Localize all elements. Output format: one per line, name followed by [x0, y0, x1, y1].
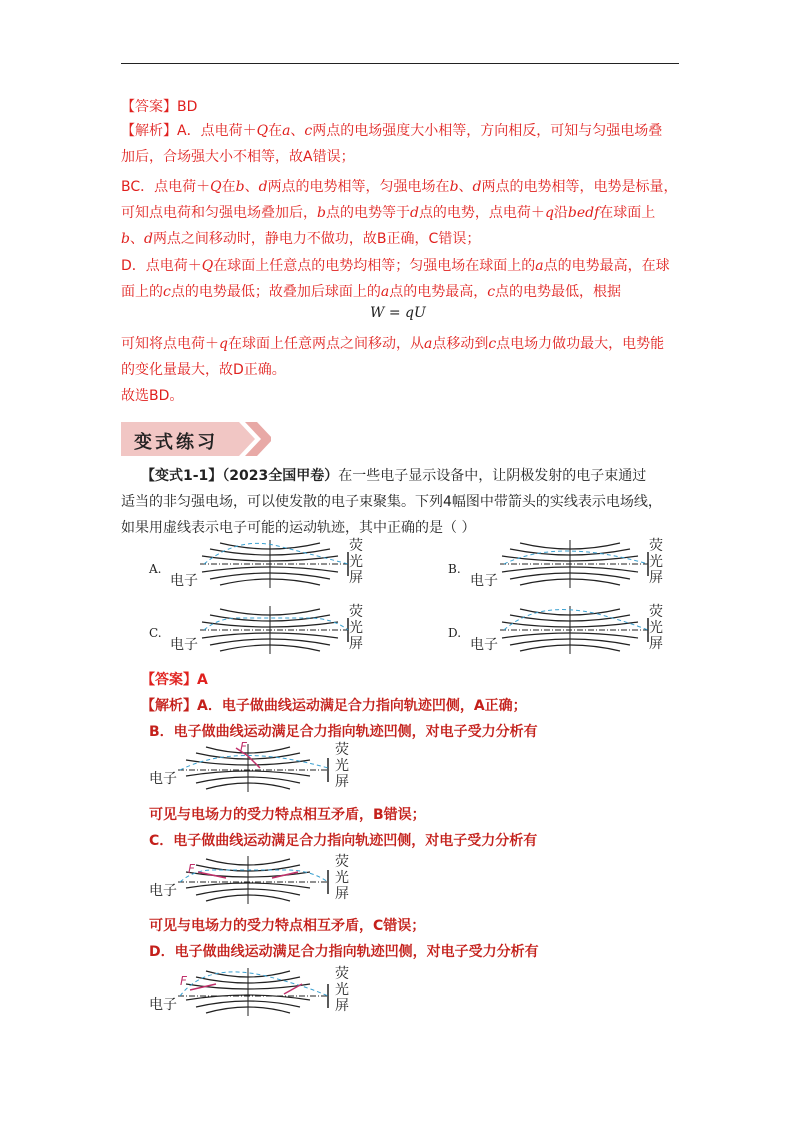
option-c-field-diagram: [198, 604, 358, 656]
question-line-2: 适当的非匀强电场，可以使发散的电子束聚集。下列4幅图中带箭头的实线表示电场线，: [121, 494, 662, 510]
force-fig-3-diagram: [176, 966, 336, 1018]
option-d-letter: D.: [448, 626, 462, 640]
option-c-screen-label: 荧 光 屏: [349, 604, 363, 652]
analysis-1-line-1: 【解析】A．点电荷＋Q在a、c两点的电场强度大小相等，方向相反，可知与匀强电场叠: [121, 123, 663, 139]
question-line-3: 如果用虚线表示电子可能的运动轨迹，其中正确的是（ ）: [121, 520, 476, 536]
option-b-screen-label: 荧 光 屏: [649, 538, 663, 586]
analysis-2-line-3: 可见与电场力的受力特点相互矛盾，B错误；: [149, 807, 426, 823]
answer-line-1: 【答案】BD: [121, 99, 198, 115]
option-b-letter: B.: [448, 562, 461, 576]
section-banner-title: 变式练习: [134, 432, 218, 453]
option-a-letter: A.: [149, 562, 162, 576]
force-fig-1-force-label: F: [240, 740, 247, 754]
analysis-1-line-6: D．点电荷＋Q在球面上任意点的电势均相等；匀强电场在球面上的a点的电势最高，在球: [121, 258, 670, 274]
top-rule: [121, 63, 679, 64]
option-a-field-diagram: [198, 538, 358, 590]
analysis-1-line-4: 可知点电荷和匀强电场叠加后，b点的电势等于d点的电势，点电荷＋q沿bedf在球面上: [121, 205, 656, 221]
force-fig-2-electron-label: 电子: [149, 883, 177, 899]
force-fig-3-force-label: F: [180, 974, 187, 988]
option-c-electron-label: 电子: [170, 637, 198, 653]
force-fig-2-screen-label: 荧 光 屏: [335, 854, 349, 902]
option-b-field-diagram: [498, 538, 658, 590]
analysis-2-line-1: 【解析】A．电子做曲线运动满足合力指向轨迹凹侧，A正确；: [141, 698, 527, 714]
formula-w-equals-qu: W = qU: [370, 305, 426, 321]
option-c-letter: C.: [149, 626, 162, 640]
analysis-1-line-2: 加后，合场强大小不相等，故A错误；: [121, 149, 355, 165]
force-fig-3-electron-label: 电子: [149, 997, 177, 1013]
analysis-2-line-2: B．电子做曲线运动满足合力指向轨迹凹侧，对电子受力分析有: [149, 724, 538, 740]
option-d-electron-label: 电子: [470, 637, 498, 653]
force-fig-2-force-label: F: [188, 862, 195, 876]
force-fig-3-screen-label: 荧 光 屏: [335, 966, 349, 1014]
question-line-1: 【变式1-1】（2023全国甲卷）在一些电子显示设备中，让阴极发射的电子束通过: [141, 468, 647, 484]
option-d-screen-label: 荧 光 屏: [649, 604, 663, 652]
analysis-2-line-5: 可见与电场力的受力特点相互矛盾，C错误；: [149, 918, 426, 934]
force-fig-2-diagram: [176, 854, 336, 906]
answer-line-2: 【答案】A: [141, 672, 208, 688]
force-fig-1-diagram: [176, 742, 336, 794]
force-fig-1-screen-label: 荧 光 屏: [335, 742, 349, 790]
analysis-1-line-3: BC．点电荷＋Q在b、d两点的电势相等，匀强电场在b、d两点的电势相等，电势是标量，: [121, 179, 678, 195]
analysis-2-line-4: C．电子做曲线运动满足合力指向轨迹凹侧，对电子受力分析有: [149, 833, 538, 849]
analysis-2-line-6: D．电子做曲线运动满足合力指向轨迹凹侧，对电子受力分析有: [149, 944, 539, 960]
analysis-1-line-5: b、d两点之间移动时，静电力不做功，故B正确，C错误；: [121, 231, 481, 247]
option-d-field-diagram: [498, 604, 658, 656]
option-a-electron-label: 电子: [170, 573, 198, 589]
analysis-1-line-8: 可知将点电荷＋q在球面上任意两点之间移动，从a点移动到c点电场力做功最大，电势能: [121, 336, 665, 352]
analysis-1-line-10: 故选BD。: [121, 388, 184, 404]
option-a-screen-label: 荧 光 屏: [349, 538, 363, 586]
analysis-1-line-7: 面上的c点的电势最低；故叠加后球面上的a点的电势最高，c点的电势最低，根据: [121, 284, 622, 300]
analysis-1-line-9: 的变化量最大，故D正确。: [121, 362, 286, 378]
option-b-electron-label: 电子: [470, 573, 498, 589]
force-fig-1-electron-label: 电子: [149, 771, 177, 787]
